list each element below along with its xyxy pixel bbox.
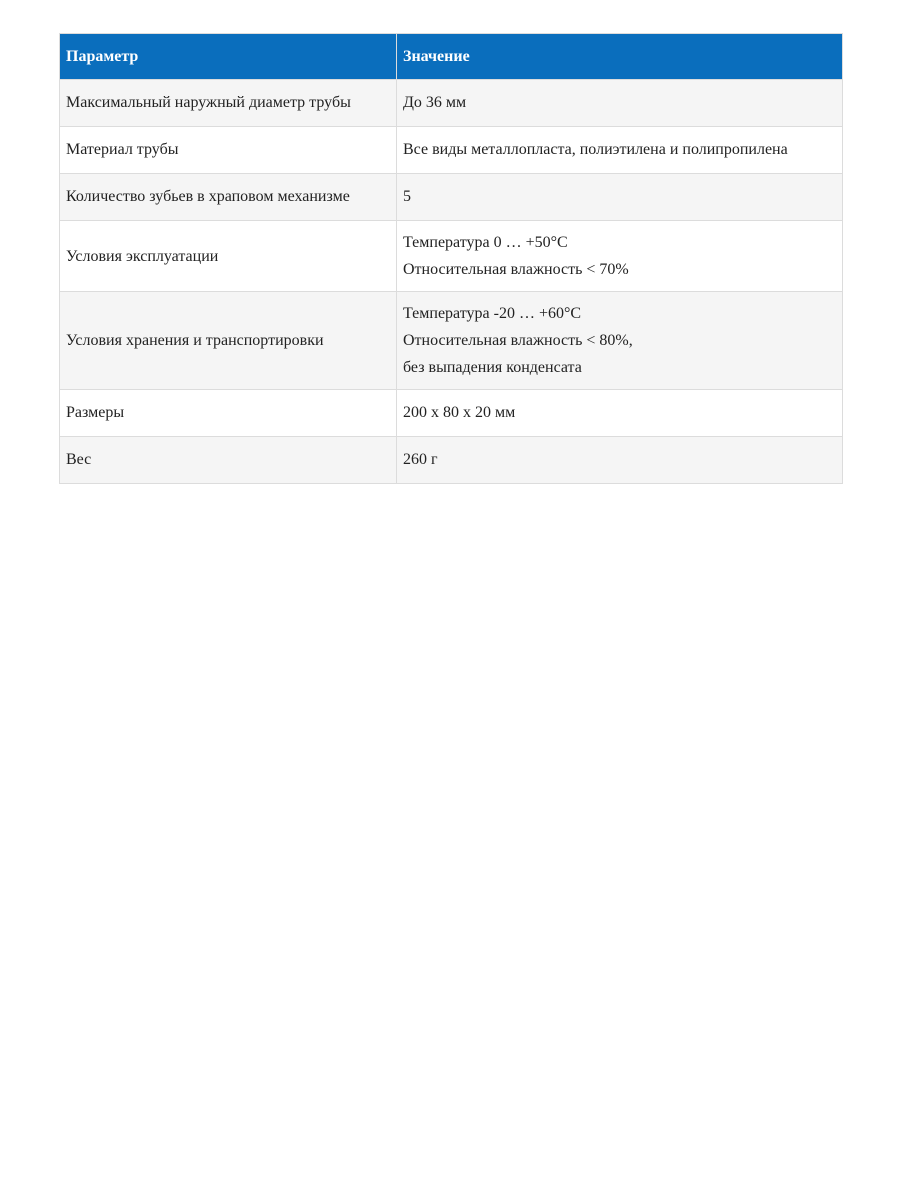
value-cell (397, 221, 843, 292)
specifications-table (59, 33, 843, 484)
value-cell (397, 437, 843, 484)
table-row (60, 80, 843, 127)
table-row (60, 292, 843, 390)
param-cell: Условия хранения и транспортировки (60, 292, 397, 390)
table-row (60, 174, 843, 221)
table-header (60, 34, 843, 80)
param-cell: Вес (60, 437, 397, 484)
value-line: Относительная влажность < 70% (403, 261, 629, 278)
param-cell: Условия эксплуатации (60, 221, 397, 292)
value-cell (397, 390, 843, 437)
value-line: До 36 мм (403, 94, 467, 111)
value-line: Все виды металлопласта, полиэтилена и полипропилена (403, 141, 788, 158)
value-line: Относительная влажность < 80%, (403, 332, 633, 349)
param-cell: Количество зубьев в храповом механизме (60, 174, 397, 221)
value-line: 260 г (403, 451, 438, 468)
header-param: Параметр (60, 34, 397, 80)
table-row (60, 127, 843, 174)
header-row (60, 34, 843, 80)
value-cell (397, 127, 843, 174)
value-cell (397, 292, 843, 390)
param-cell: Материал трубы (60, 127, 397, 174)
param-cell: Максимальный наружный диаметр трубы (60, 80, 397, 127)
value-line: 200 х 80 х 20 мм (403, 404, 516, 421)
param-cell: Размеры (60, 390, 397, 437)
value-line: Температура -20 … +60°C (403, 305, 582, 322)
table-row (60, 437, 843, 484)
value-line: 5 (403, 188, 411, 205)
value-cell (397, 80, 843, 127)
table-row (60, 221, 843, 292)
value-line: Температура 0 … +50°C (403, 234, 568, 251)
value-cell (397, 174, 843, 221)
table-row (60, 390, 843, 437)
value-line: без выпадения конденсата (403, 359, 582, 376)
header-value: Значение (397, 34, 843, 80)
